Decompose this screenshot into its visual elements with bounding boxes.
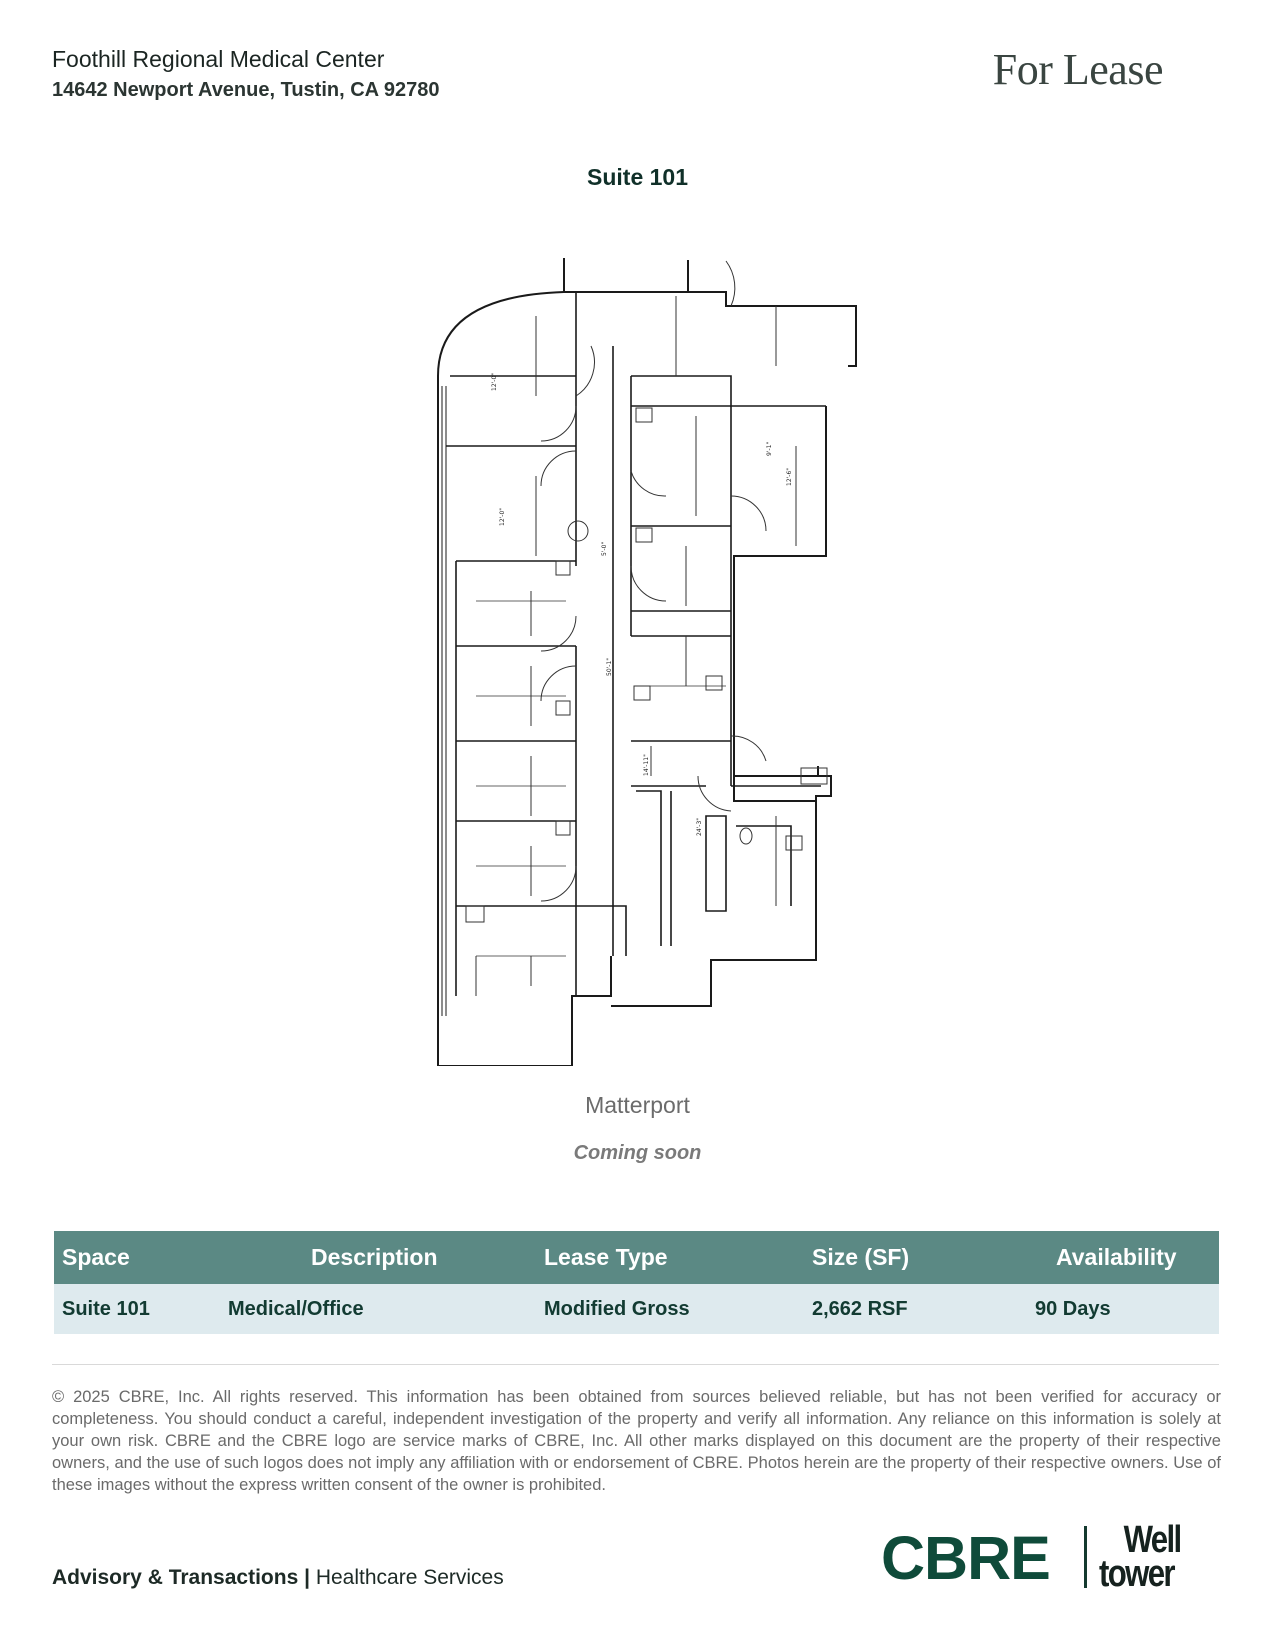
svg-text:12'-6": 12'-6" — [786, 467, 793, 486]
footer-service: Healthcare Services — [315, 1566, 504, 1589]
cell-description: Medical/Office — [228, 1297, 364, 1320]
svg-text:24'-3": 24'-3" — [696, 817, 703, 836]
disclaimer-text: © 2025 CBRE, Inc. All rights reserved. This information has been obtained from sources believed reliable, but has not been verified for accuracy or completeness. You should conduct a careful, independent investigation of the property and verify all information. Any reliance on this information is solely at your own risk. CBRE and the CBRE logo are service marks of CBRE, Inc. All other marks displayed on this document are the property of their respective owners, and the use of such logos does not imply any affiliation with or endorsement of CBRE. Photos herein are the property of their respective owners. Use of these images without the express written consent of the owner is prohibited. — [52, 1388, 1221, 1494]
welltower-line-1: Well — [1123, 1519, 1181, 1561]
for-lease-label: For Lease — [992, 45, 1163, 94]
logo-separator — [1084, 1526, 1087, 1588]
cell-size: 2,662 RSF — [812, 1297, 908, 1320]
footer-division — [52, 1566, 504, 1590]
cell-availability: 90 Days — [1035, 1297, 1111, 1320]
floor-plan-drawing — [436, 256, 906, 1066]
svg-text:12'-0": 12'-0" — [491, 372, 498, 391]
svg-text:9'-1": 9'-1" — [766, 441, 773, 456]
cbre-logo: CBRE — [881, 1524, 1050, 1592]
floor-plan — [436, 256, 906, 1066]
cell-lease-type: Modified Gross — [544, 1297, 690, 1320]
footer-division-name: Advisory & Transactions — [52, 1566, 299, 1589]
property-name: Foothill Regional Medical Center — [52, 46, 385, 72]
availability-table — [54, 1231, 1219, 1334]
cell-space: Suite 101 — [62, 1297, 150, 1320]
divider — [52, 1364, 1219, 1365]
header-availability: Availability — [1056, 1244, 1177, 1270]
logos — [881, 1520, 1221, 1595]
matterport-subtitle: Coming soon — [573, 1142, 702, 1164]
welltower-logo — [1099, 1519, 1181, 1595]
suite-title: Suite 101 — [587, 164, 688, 190]
matterport-title: Matterport — [585, 1092, 690, 1118]
svg-text:5'-0": 5'-0" — [601, 541, 608, 556]
header-lease-type: Lease Type — [544, 1244, 668, 1270]
header-size: Size (SF) — [812, 1244, 910, 1270]
welltower-line-2: tower — [1099, 1553, 1174, 1595]
table-header-row — [54, 1231, 1219, 1284]
svg-text:50'-1": 50'-1" — [606, 657, 613, 676]
table-row — [54, 1284, 1219, 1334]
header-description: Description — [311, 1244, 438, 1270]
property-address: 14642 Newport Avenue, Tustin, CA 92780 — [52, 79, 440, 101]
svg-text:14'-11": 14'-11" — [643, 754, 650, 776]
svg-text:12'-0": 12'-0" — [499, 507, 506, 526]
footer-separator: | — [304, 1566, 310, 1589]
header-space: Space — [62, 1244, 130, 1270]
